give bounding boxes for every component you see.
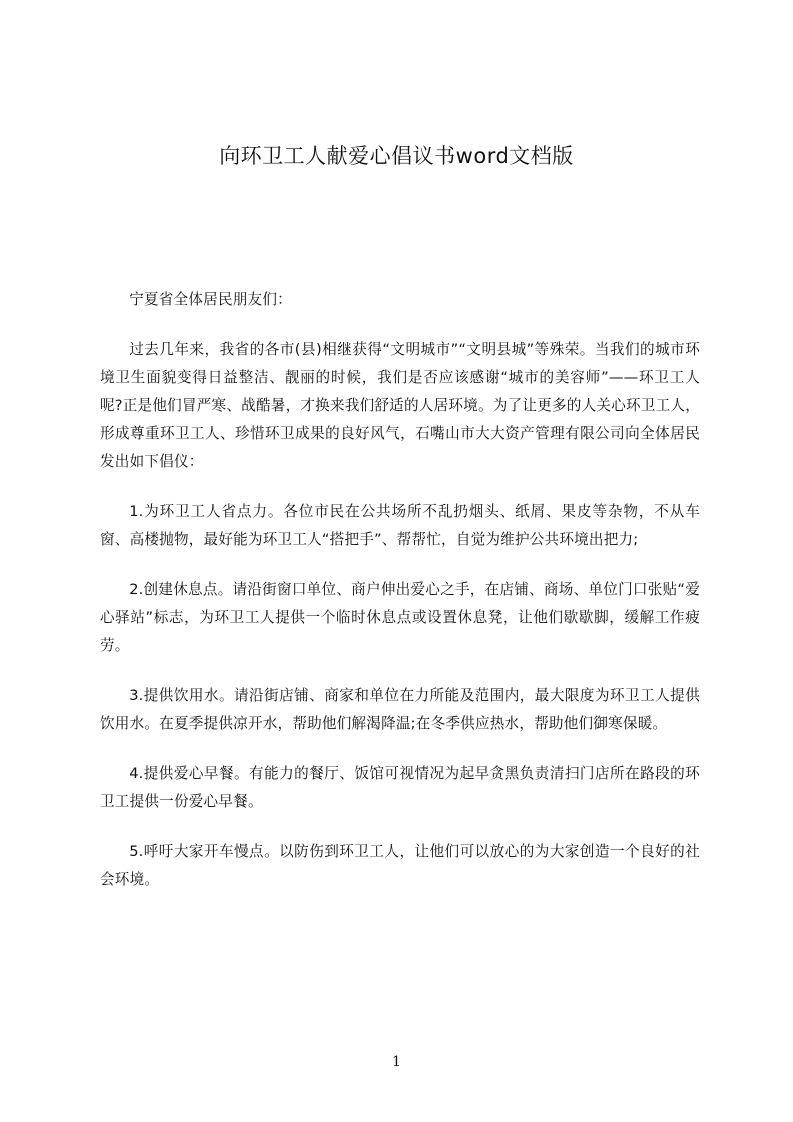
paragraph-item-5: 5.呼吁大家开车慢点。以防伤到环卫工人，让他们可以放心的为大家创造一个良好的社会环境。 <box>100 843 700 888</box>
page-number: 1 <box>392 1054 401 1070</box>
paragraph-item-4: 4.提供爱心早餐。有能力的餐厅、饭馆可视情况为起早贪黑负责清扫门店所在路段的环卫工提供一份爱心早餐。 <box>100 765 700 810</box>
document-body <box>100 286 700 894</box>
paragraph-item-3: 3.提供饮用水。请沿街店铺、商家和单位在力所能及范围内，最大限度为环卫工人提供饮用水。在夏季提供凉开水，帮助他们解渴降温;在冬季供应热水，帮助他们御寒保暖。 <box>100 687 700 732</box>
paragraph-intro: 过去几年来，我省的各市(县)相继获得“文明城市”“文明县城”等殊荣。当我们的城市环境卫生面貌变得日益整洁、靓丽的时候，我们是否应该感谢“城市的美容师”——环卫工人呢?正是他们冒严寒、战酷暑，才换来我们舒适的人居环境。为了让更多的人关心环卫工人，形成尊重环卫工人、珍惜环卫成果的良好风气，石嘴山市大大资产管理有限公司向全体居民发出如下倡仪： <box>100 341 700 470</box>
paragraph-item-1: 1.为环卫工人省点力。各位市民在公共场所不乱扔烟头、纸屑、果皮等杂物，不从车窗、高楼抛物，最好能为环卫工人“搭把手”、帮帮忙，自觉为维护公共环境出把力; <box>100 503 700 548</box>
paragraph-item-2: 2.创建休息点。请沿街窗口单位、商户伸出爱心之手，在店铺、商场、单位门口张贴“爱心驿站”标志，为环卫工人提供一个临时休息点或设置休息凳，让他们歇歇脚，缓解工作疲劳。 <box>100 581 700 654</box>
document-title: 向环卫工人献爱心倡议书word文档版 <box>219 144 574 168</box>
greeting-line: 宁夏省全体居民朋友们： <box>129 291 292 308</box>
